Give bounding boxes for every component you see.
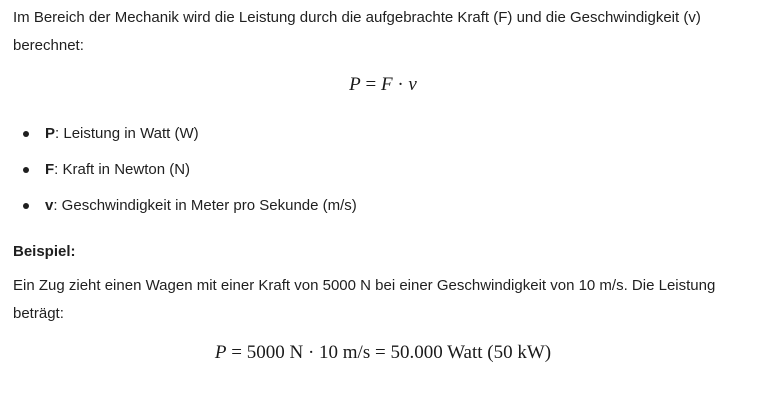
formula-v: v (408, 74, 417, 95)
example-heading: Beispiel: (13, 243, 76, 260)
bullet-dot-icon (23, 203, 29, 209)
example-formula (13, 342, 753, 364)
example-paragraph: Ein Zug zieht einen Wagen mit einer Kraft von 5000 N bei einer Geschwindigkeit von 10 m/s. Die Leistung beträgt: (13, 277, 716, 322)
example-formula-speed: 10 m/s (319, 342, 371, 363)
power-formula (13, 74, 753, 96)
list-item-term: P (45, 125, 56, 142)
variable-list (13, 122, 357, 230)
list-item (13, 122, 357, 158)
example-formula-p: P (214, 342, 227, 363)
list-item-term: F (45, 161, 55, 178)
list-item-text: : Kraft in Newton (N) (54, 161, 191, 178)
example-formula-dot: · (307, 342, 315, 363)
example-formula-equals: = (231, 342, 242, 363)
example-formula-equals-2: = (374, 342, 386, 363)
formula-f: F (380, 74, 393, 95)
bullet-dot-icon (23, 131, 29, 137)
list-item (13, 194, 357, 230)
example-formula-force: 5000 N (246, 342, 304, 363)
list-item-term: v (45, 197, 54, 214)
formula-dot: · (397, 74, 404, 95)
intro-paragraph: Im Bereich der Mechanik wird die Leistung durch die aufgebrachte Kraft (F) und die Geschwindigkeit (v) berechnet: (13, 9, 701, 54)
formula-p: P (349, 74, 361, 95)
list-item-text: : Leistung in Watt (W) (55, 125, 199, 142)
formula-equals: = (365, 74, 377, 95)
bullet-dot-icon (23, 167, 29, 173)
list-item (13, 158, 357, 194)
example-formula-result: 50.000 Watt (50 kW) (390, 342, 552, 363)
list-item-text: : Geschwindigkeit in Meter pro Sekunde (m/s) (53, 197, 357, 214)
